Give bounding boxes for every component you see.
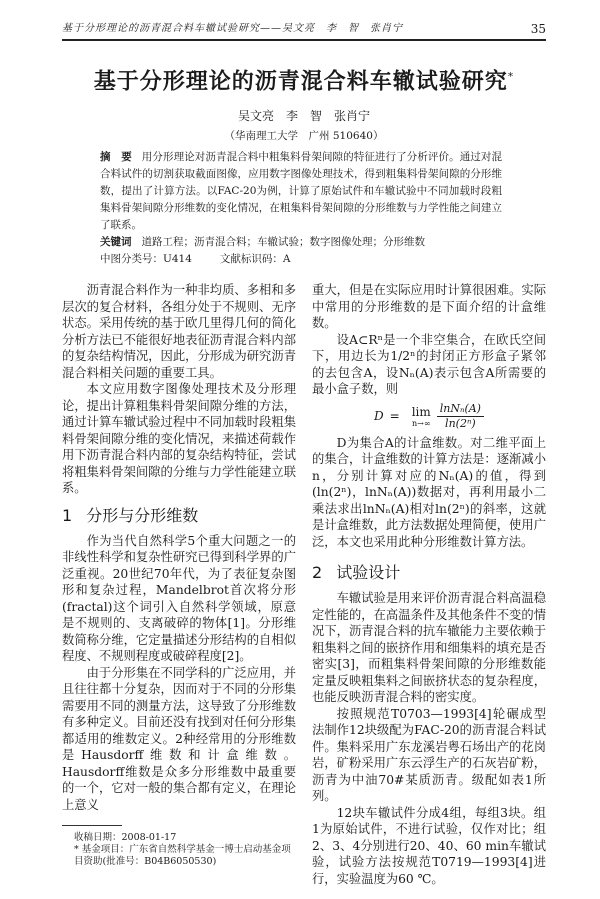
footnotes [74,832,296,868]
footnote-funding: * 基金项目：广东省自然科学基金一博士启动基金项目资助(批准号：B04B6050530) [74,844,291,868]
section-heading-2 [312,562,546,584]
body-paragraph: 车辙试验是用来评价沥青混合料高温稳定性能的，在高温条件及其他条件不变的情况下，沥青混合料的抗车辙能力主要依赖于粗集料之间的嵌挤作用和细集料的填充是否密实[3]，而粗集料骨架间隙的分形维数能定量反映粗集料之间嵌挤状态的复杂程度，也能反映沥青混合料的密实度。 [312,591,546,705]
section-number: 1 [62,505,73,525]
limit-subscript: n→∞ [411,418,431,428]
body-paragraph: 设A⊂Rⁿ是一个非空集合，在欧氏空间下，用边长为1/2ⁿ的封闭正方形盒子紧邻的去包含A，设Nₙ(A)表示包含A所需要的最小盒子数，则 [312,332,546,397]
formula-fraction [437,402,484,431]
footnote-received-date: 收稿日期：2008-01-17 [74,832,177,844]
abstract-label: 摘 要 [100,151,132,164]
section-title: 分形与分形维数 [86,505,199,525]
front-matter [100,149,502,268]
intro-paragraph: 本文应用数字图像处理技术及分形理论，提出计算粗集料骨架间隙分维的方法，通过计算车辙试验过程中不同加载时段粗集料骨架间隙分维的变化情况，来描述荷载作用下沥青混合料内部的复杂结构特征，尝试将粗集料骨架间隙的分维与力学性能建立联系。 [62,382,296,496]
page-number: 35 [530,22,546,36]
classification [100,251,502,268]
title-text: 基于分形理论的沥青混合料车辙试验研究 [93,69,508,95]
body-paragraph: 作为当代自然科学5个重大问题之一的非线性科学和复杂性研究已得到科学界的广泛重视。20世纪70年代，为了表征复杂图形和复杂过程，Mandelbrot首次将分形(fractal)这个词引入自然科学领域，原意是不规则的、支离破碎的物体[1]。分形维数简称分维，它定量描述分形结构的自相似程度、不规则程度或破碎程度[2]。 [62,533,296,664]
box-counting-formula [312,402,546,431]
body-paragraph: D为集合A的计盒维数。对二维平面上的集合，计盒维数的计算方法是：逐渐减小n，分别计算对应的Nₙ(A)的值，得到(ln(2ⁿ)，lnNₙ(A))数据对，再利用最小二乘法求出lnNₙ(A)相对ln(2ⁿ)的斜率，这就是计盒维数，此方法数据处理简便，使用广泛，本文也采用此种分形维数计算方法。 [312,435,546,549]
left-column [62,282,296,887]
right-column [312,282,546,887]
footnote-rule [62,825,122,826]
body-columns [62,282,546,887]
intro-paragraph: 沥青混合料作为一种非均质、多相和多层次的复合材料，各组分处于不规则、无序状态。采用传统的基于欧几里得几何的简化分析方法已不能很好地表征沥青混合料内部的复杂结构情况，因此，分形成为研究沥青混合料相关问题的重要工具。 [62,283,296,380]
abstract [100,149,502,234]
fraction-denominator: ln(2ⁿ) [445,416,476,430]
section-title: 试验设计 [336,563,401,583]
keywords-text: 道路工程；沥青混合料；车辙试验；数字图像处理；分形维数 [141,236,425,249]
clc-number: 中图分类号：U414 [100,253,192,266]
page-header [62,22,546,41]
authors: 吴文亮 李 智 张肖宁 [237,109,370,124]
formula-lhs: D [374,409,384,424]
formula-limit [412,405,431,428]
affiliation: （华南理工大学 广州 510640） [224,130,384,143]
section-number: 2 [312,563,323,583]
keywords-label: 关键词 [100,236,132,249]
running-head: 基于分形理论的沥青混合料车辙试验研究——吴文亮 李 智 张肖宁 [62,23,403,34]
body-paragraph: 由于分形集在不同学科的广泛应用，并且往往都十分复杂，因而对于不同的分形集需要用不同的测量方法，这导致了分形维数有多种定义。目前还没有找到对任何分形集都适用的维数定义。2种经常用的分形维数是Hausdorff维数和计盒维数。Hausdorff维数是众多分形维数中最重要的一个，它对一般的集合都有定义，在理论上意义 [62,665,296,812]
title-footnote-mark: * [507,70,515,83]
document-code: 文献标识码：A [219,253,291,266]
body-paragraph: 按照规范T0703—1993[4]轮碾成型法制作12块级配为FAC-20的沥青混合料试件。集料采用广东龙溪岩粤石场出产的花岗岩，矿粉采用广东云浮生产的石灰岩矿粉，沥青为中油70#某质沥青。级配如表1所列。 [312,706,546,804]
section-heading-1 [62,505,296,527]
paper-title [62,63,546,96]
keywords [100,234,502,251]
formula-equals: = [389,409,400,424]
body-paragraph-continued: 重大，但是在实际应用时计算很困难。实际中常用的分形维数的是下面介绍的计盒维数。 [312,283,546,331]
body-paragraph: 12块车辙试件分成4组，每组3块。组1为原始试件，不进行试验，仅作对比；组2、3、4分别进行20、40、60 min车辙试验，试验方法按规范T0719—1993[4]进行，实验温度为60 ℃。 [312,805,546,886]
fraction-numerator: lnNₙ(A) [437,402,484,417]
limit-operator: lim [411,404,431,419]
abstract-text: 用分形理论对沥青混合料中粗集料骨架间隙的特征进行了分析评价。通过对混合料试件的切割获取截面图像，应用数字图像处理技术，得到粗集料骨架间隙的分形维数，提出了计算方法。以FAC-20为例，计算了原始试件和车辙试验中不同加载时段粗集料骨架间隙分形维数的变化情况，在粗集料骨架间隙的分形维数与力学性能之间建立了联系。 [100,151,503,232]
